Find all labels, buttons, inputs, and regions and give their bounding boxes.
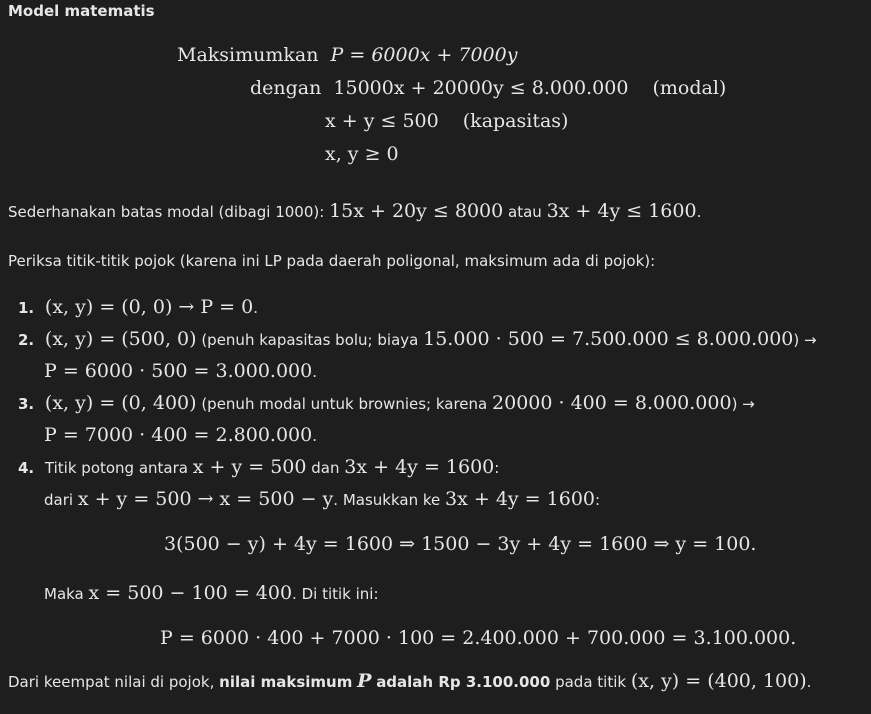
item-4-dari-math: x + y = 500 → x = 500 − y xyxy=(77,488,334,510)
item-4-text: Titik potong antara xyxy=(44,459,188,477)
item-4-dari: dari xyxy=(44,491,74,509)
item-3-math-b: 20000 · 400 = 8.000.000 xyxy=(492,392,732,414)
list-item-2 xyxy=(18,328,817,350)
item-4-math-b: 3x + 4y = 1600 xyxy=(344,456,495,478)
conclusion-line xyxy=(8,670,811,692)
capital-note: (modal) xyxy=(652,77,727,99)
conclusion-end: . xyxy=(806,673,812,691)
model-row-4 xyxy=(325,143,399,165)
item-4-math: x + y = 500 xyxy=(192,456,307,478)
model-row-2 xyxy=(250,77,726,99)
item-3-text-b: ) → xyxy=(731,395,755,413)
display-equation-1: 3(500 − y) + 4y = 1600 ⇒ 1500 − 3y + 4y = 1600 ⇒ y = 100. xyxy=(164,533,757,555)
capacity-constraint: x + y ≤ 500 xyxy=(325,110,439,132)
maka-text-b: . Di titik ini: xyxy=(292,585,379,603)
display-equation-2: P = 6000 · 400 + 7000 · 100 = 2.400.000 + 700.000 = 3.100.000. xyxy=(160,627,797,649)
item-2-line-2 xyxy=(44,360,317,382)
item-4-dan: dan xyxy=(311,459,340,477)
item-3-text: (penuh modal untuk brownies; karena xyxy=(201,395,488,413)
item-4-line-2 xyxy=(44,488,600,510)
conclusion-bold-2: adalah Rp 3.100.000 xyxy=(376,673,551,691)
simplify-math-2: 3x + 4y ≤ 1600 xyxy=(546,200,697,222)
item-1-number: 1. xyxy=(18,299,35,317)
item-4-colon: : xyxy=(494,459,500,477)
item-2-text-b: ) → xyxy=(793,331,817,349)
simplify-text: Sederhanakan batas modal (dibagi 1000): xyxy=(8,203,325,221)
list-item-3 xyxy=(18,392,755,414)
list-item-4 xyxy=(18,456,499,478)
item-3-number: 3. xyxy=(18,395,35,413)
simplify-atau: atau xyxy=(508,203,542,221)
item-4-masukkan: . Masukkan ke xyxy=(333,491,441,509)
list-item-1 xyxy=(18,296,258,318)
simplify-end: . xyxy=(696,203,702,221)
item-2-result: P = 6000 · 500 = 3.000.000 xyxy=(44,360,313,382)
maka-math: x = 500 − 100 = 400 xyxy=(88,582,293,604)
item-3-math: (x, y) = (0, 400) xyxy=(44,392,197,414)
item-3-result: P = 7000 · 400 = 2.800.000 xyxy=(44,424,313,446)
conclusion-bold-math: P xyxy=(357,670,372,692)
item-2-number: 2. xyxy=(18,331,35,349)
maksimumkan-label: Maksimumkan xyxy=(177,44,319,66)
check-text: Periksa titik-titik pojok (karena ini LP pada daerah poligonal, maksimum ada di pojok): xyxy=(8,252,656,270)
conclusion-text-b: pada titik xyxy=(555,673,627,691)
item-2-math-b: 15.000 · 500 = 7.500.000 ≤ 8.000.000 xyxy=(423,328,794,350)
item-4-colon-2: : xyxy=(595,491,601,509)
item-2-math: (x, y) = (500, 0) xyxy=(44,328,197,350)
nonnegativity-constraint: x, y ≥ 0 xyxy=(325,143,399,165)
item-4-masukkan-math: 3x + 4y = 1600 xyxy=(445,488,595,510)
simplify-math-1: 15x + 20y ≤ 8000 xyxy=(329,200,504,222)
item-4-number: 4. xyxy=(18,459,35,477)
simplify-line xyxy=(8,200,701,222)
capital-constraint: 15000x + 20000y ≤ 8.000.000 xyxy=(333,77,629,99)
item-1-math: (x, y) = (0, 0) → P = 0 xyxy=(44,296,254,318)
conclusion-math: (x, y) = (400, 100) xyxy=(630,670,807,692)
item-2-text: (penuh kapasitas bolu; biaya xyxy=(201,331,419,349)
item-2-end: . xyxy=(312,363,317,381)
item-3-line-2 xyxy=(44,424,317,446)
objective-function: P = 6000x + 7000y xyxy=(330,44,518,66)
maka-text: Maka xyxy=(44,585,84,603)
capacity-note: (kapasitas) xyxy=(462,110,569,132)
model-row-3 xyxy=(325,110,568,132)
item-3-end: . xyxy=(312,427,317,445)
maka-line xyxy=(44,582,379,604)
model-row-1 xyxy=(177,44,517,66)
dengan-label: dengan xyxy=(250,77,322,99)
conclusion-bold: nilai maksimum xyxy=(219,673,353,691)
item-1-end: . xyxy=(253,299,259,317)
section-heading: Model matematis xyxy=(8,2,155,20)
conclusion-text: Dari keempat nilai di pojok, xyxy=(8,673,215,691)
